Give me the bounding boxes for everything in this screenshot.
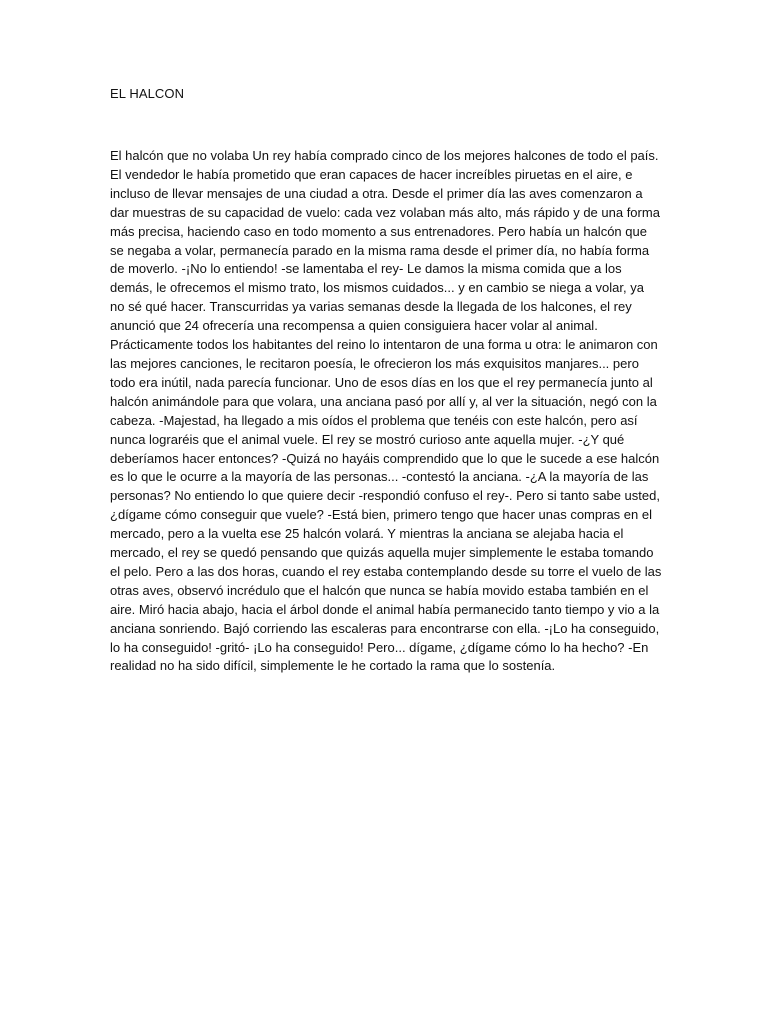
document-body-paragraph: El halcón que no volaba Un rey había comprado cinco de los mejores halcones de todo el país. El vendedor le había prometido que eran capaces de hacer increíbles piruetas en el aire, e incluso de llevar mensajes de una ciudad a otra. Desde el primer día las aves comenzaron a dar muestras de su capacidad de vuelo: cada vez volaban más alto, más rápido y de una forma más precisa, haciendo caso en todo momento a sus entrenadores. Pero había un halcón que se negaba a volar, permanecía parado en la misma rama desde el primer día, no había forma de moverlo. -¡No lo entiendo! -se lamentaba el rey- Le damos la misma comida que a los demás, le ofrecemos el mismo trato, los mismos cuidados... y en cambio se niega a volar, ya no sé qué hacer. Transcurridas ya varias semanas desde la llegada de los halcones, el rey anunció que 24 ofrecería una recompensa a quien consiguiera hacer volar al animal. Prácticamente todos los habitantes del reino lo intentaron de una forma u otra: le animaron con las mejores canciones, le recitaron poesía, le ofrecieron los más exquisitos manjares... pero todo era inútil, nada parecía funcionar. Uno de esos días en los que el rey permanecía junto al halcón animándole para que volara, una anciana pasó por allí y, al ver la situación, negó con la cabeza. -Majestad, ha llegado a mis oídos el problema que tenéis con este halcón, pero así nunca lograréis que el animal vuele. El rey se mostró curioso ante aquella mujer. -¿Y qué deberíamos hacer entonces? -Quizá no hayáis comprendido que lo que le sucede a ese halcón es lo que le ocurre a la mayoría de las personas... -contestó la anciana. -¿A la mayoría de las personas? No entiendo lo que quiere decir -respondió confuso el rey-. Pero si tanto sabe usted, ¿dígame cómo conseguir que vuele? -Está bien, primero tengo que hacer unas compras en el mercado, pero a la vuelta ese 25 halcón volará. Y mientras la anciana se alejaba hacia el mercado, el rey se quedó pensando que quizás aquella mujer simplemente le estaba tomando el pelo. Pero a las dos horas, cuando el rey estaba contemplando desde su torre el vuelo de las otras aves, observó incrédulo que el halcón que nunca se había movido estaba también en el aire. Miró hacia abajo, hacia el árbol donde el animal había permanecido tanto tiempo y vio a la anciana sonriendo. Bajó corriendo las escaleras para encontrarse con ella. -¡Lo ha conseguido, lo ha conseguido! -gritó- ¡Lo ha conseguido! Pero... dígame, ¿dígame cómo lo ha hecho? -En realidad no ha sido difícil, simplemente le he cortado la rama que lo sostenía. xyxy=(110,148,662,674)
document-title: EL HALCON xyxy=(110,86,185,101)
